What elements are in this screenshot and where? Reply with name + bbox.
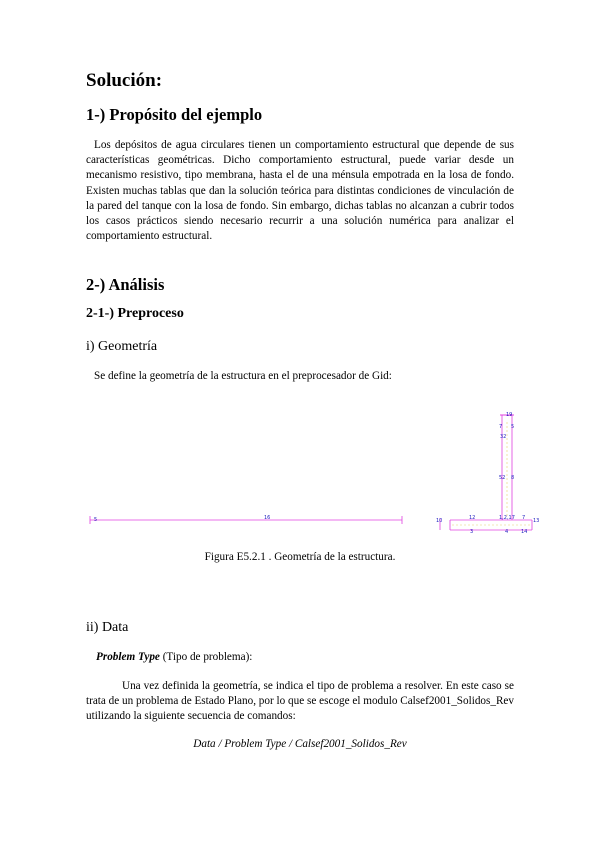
problem-type-line [96,651,252,663]
purpose-paragraph: Los depósitos de agua circulares tienen un comportamiento estructural que depende de sus características geométricas. Dicho comportamiento estructural, puede variar desde un mecanismo resistivo, tipo membrana, hasta el de una ménsula empotrada en la losa de fondo. Existen muchas tablas que dan la solución teórica para distintas condiciones de vinculación de la pared del tanque con la losa de fondo. Sin embargo, dichas tablas no alcanzan a cubrir todos los casos prácticos siendo necesario recurrir a una solución numérica para analizar el comportamiento estructural. [86,139,514,243]
label-left-end: 5 [94,517,98,523]
data-heading: ii) Data [86,620,129,635]
problem-type-paragraph: Una vez definida la geometría, se indica el tipo de problema a resolver. En este caso se trata de un problema de Estado Plano, por lo que se escoge el modulo Calsef2001_Solidos_Rev utilizando la siguiente secuencia de comandos: [86,680,514,723]
solution-title: Solución: [86,70,163,91]
label-wall-top: 19 [506,412,513,418]
label-base-left: 10 [436,518,443,524]
label-base-bottom-b: 4 [505,529,509,535]
section-analysis-heading: 2-) Análisis [86,275,165,294]
label-base-c: 7 [522,515,526,521]
label-base-a: 12 [469,515,476,521]
section-purpose-heading: 1-) Propósito del ejemplo [86,105,263,124]
command-sequence: Data / Problem Type / Calsef2001_Solidos_Rev [193,738,407,750]
geometry-intro-text: Se define la geometría de la estructura en el preprocesador de Gid: [94,370,392,382]
label-slab-mid: 16 [264,515,271,521]
figure-caption: Figura E5.2.1 . Geometría de la estructura. [204,551,396,563]
geometry-heading: i) Geometría [86,339,158,354]
label-wall-mid-left: 52 [499,475,506,481]
label-base-bottom-c: 14 [521,529,528,535]
label-base-b: 1,2,17 [499,515,515,521]
label-wall-upper-mid: 32 [500,434,507,440]
label-wall-mid-right: 8 [511,475,515,481]
label-wall-upper-left: 7 [499,424,503,430]
label-base-right: 13 [533,518,540,524]
preprocess-heading: 2-1-) Preproceso [86,306,184,321]
label-wall-upper-right: 5 [511,424,515,430]
problem-type-suffix: (Tipo de problema): [159,651,253,663]
structure-geometry-figure [0,400,600,545]
problem-type-label: Problem Type [96,651,160,663]
label-base-bottom-a: 3 [470,529,474,535]
